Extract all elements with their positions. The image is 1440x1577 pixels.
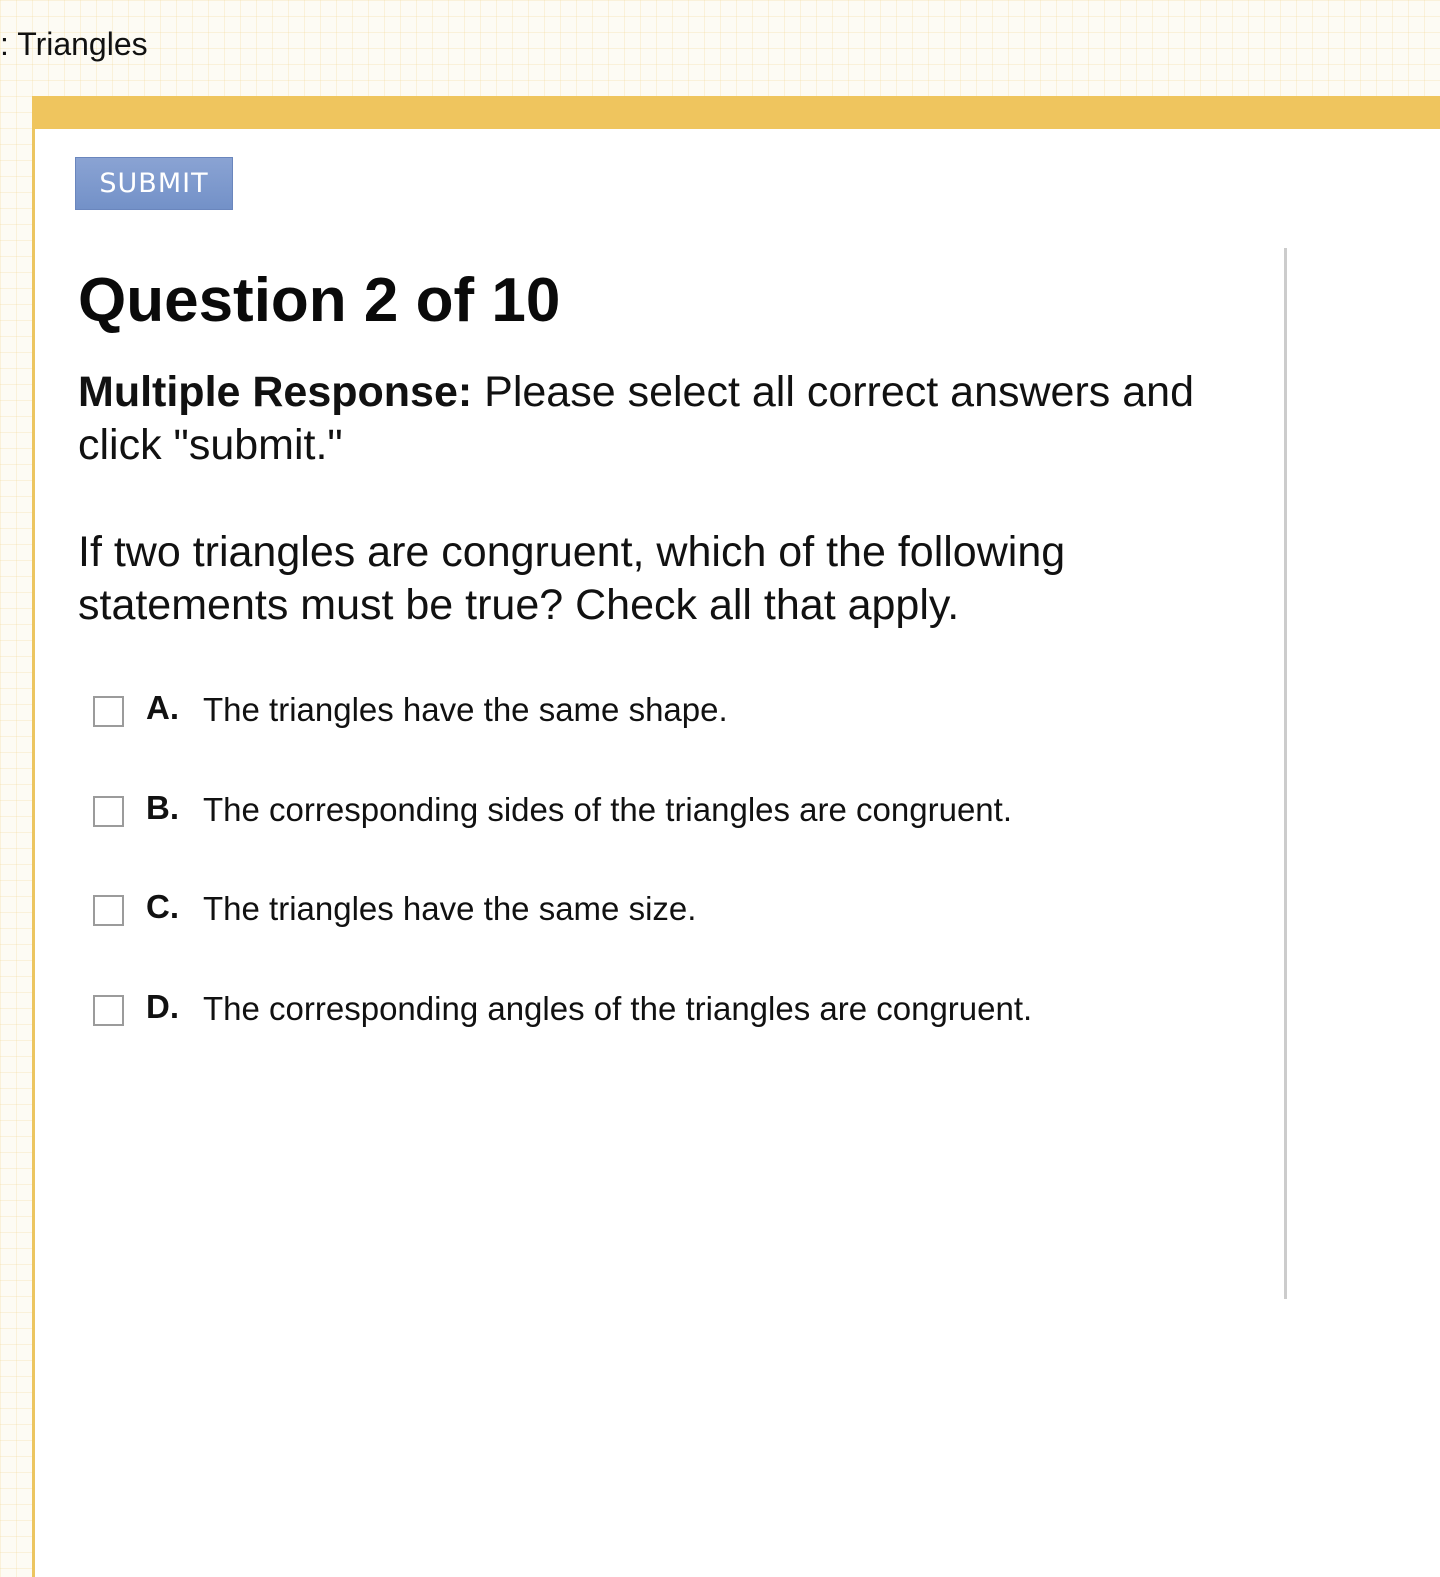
option-text-c: The triangles have the same size. — [203, 890, 697, 927]
option-text-a: The triangles have the same shape. — [203, 691, 728, 728]
checkbox-a[interactable] — [93, 696, 124, 727]
answer-option-d[interactable] — [93, 987, 1243, 1027]
question-prompt: If two triangles are congruent, which of the following statements must be true? Check all that apply. — [78, 528, 1066, 629]
page-title: : Triangles — [0, 26, 148, 62]
option-text-d: The corresponding angles of the triangles are congruent. — [203, 990, 1033, 1027]
submit-button[interactable]: SUBMIT — [75, 157, 233, 210]
option-letter-b: B. — [146, 789, 179, 826]
instructions-label: Multiple Response: — [78, 368, 473, 416]
answer-option-b[interactable] — [93, 788, 1243, 828]
answer-option-a[interactable] — [93, 688, 1243, 728]
question-heading: Question 2 of 10 — [78, 266, 561, 335]
option-letter-c: C. — [146, 888, 179, 925]
instructions-text: Please select all correct answers and click "submit." — [78, 368, 1194, 469]
question-instructions — [78, 366, 1248, 472]
option-letter-a: A. — [146, 689, 179, 726]
checkbox-b[interactable] — [93, 796, 124, 827]
answer-option-c[interactable] — [93, 887, 1243, 927]
option-letter-d: D. — [146, 988, 179, 1025]
question-card — [32, 96, 1440, 1577]
vertical-divider — [1284, 248, 1287, 1299]
option-text-b: The corresponding sides of the triangles are congruent. — [203, 791, 1012, 828]
card-top-bar — [32, 96, 1440, 129]
checkbox-d[interactable] — [93, 995, 124, 1026]
checkbox-c[interactable] — [93, 895, 124, 926]
